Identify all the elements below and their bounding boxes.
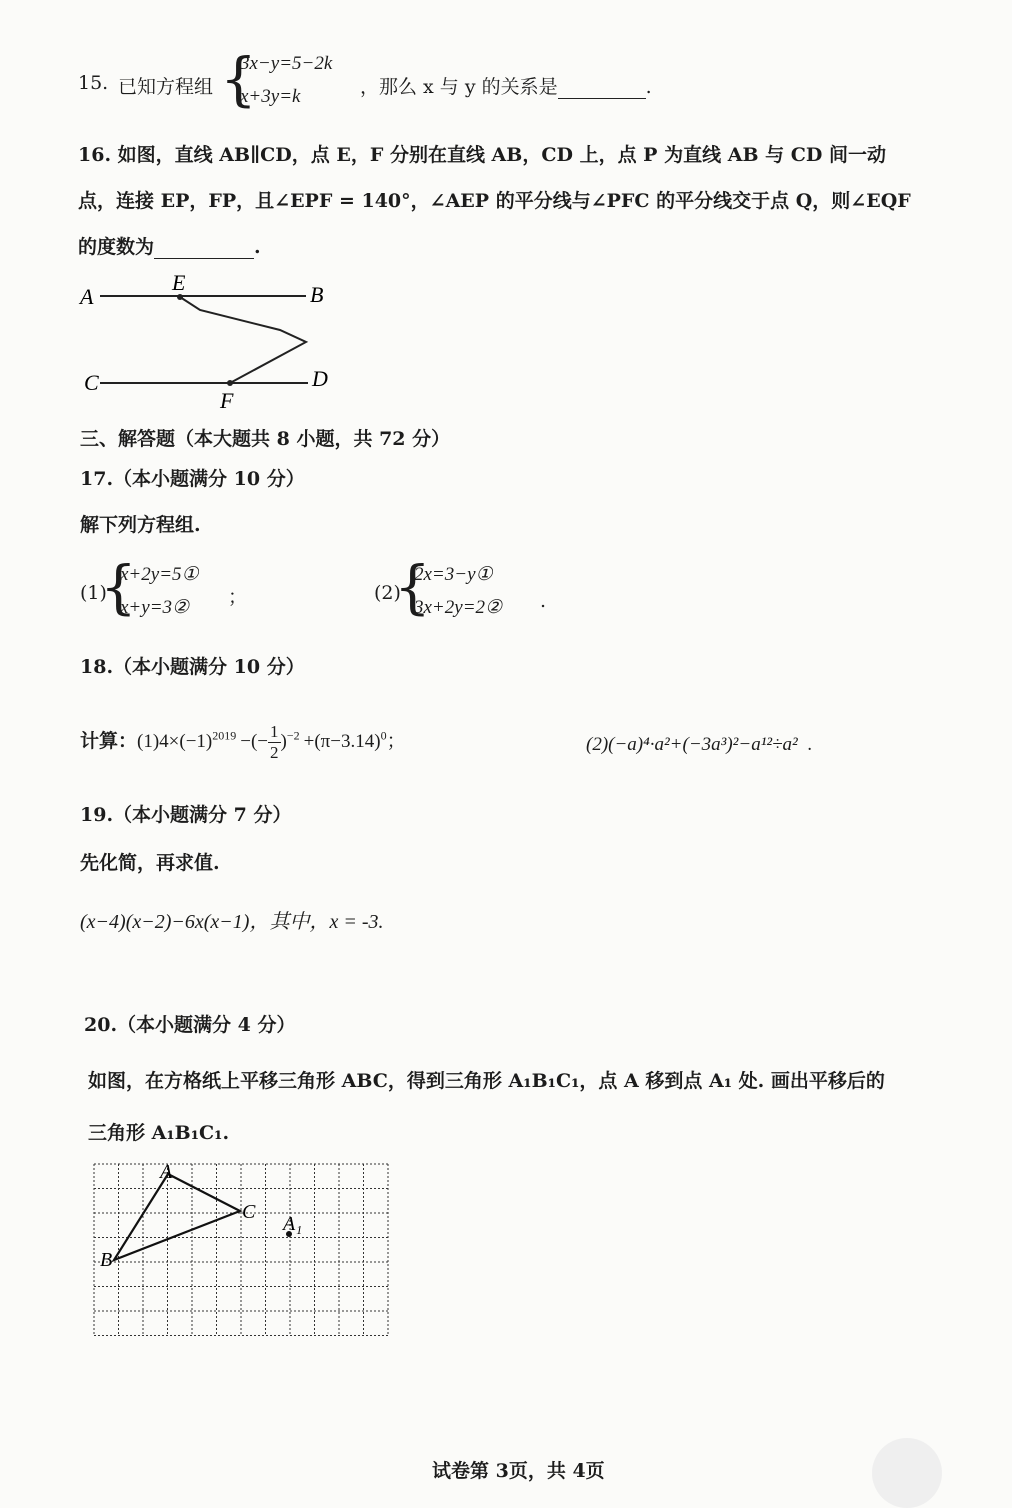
q16-figure (70, 270, 390, 410)
q15-suffix: ，那么 x 与 y 的关系是 . (360, 76, 652, 98)
q17-p2-eq2: 3x+2y=2② (414, 597, 503, 618)
q17-p1-eq2: x+y=3② (120, 597, 190, 618)
q15-brace: { (220, 45, 257, 113)
q19-expression: (x−4)(x−2)−6x(x−1)，其中，x = -3. (80, 911, 384, 933)
q17-header: 17.（本小题满分 10 分） (80, 468, 305, 490)
q16-answer-blank[interactable] (154, 238, 254, 259)
q20-line1: 如图，在方格纸上平移三角形 ABC，得到三角形 A₁B₁C₁，点 A 移到点 A₁ 处. 画出平移后的 (88, 1070, 885, 1092)
label-f: F (220, 388, 234, 410)
q19-instruction: 先化简，再求值. (80, 852, 220, 874)
q17-p1-label: (1) (80, 582, 107, 604)
q15-prefix: 已知方程组 (118, 76, 214, 98)
section3-title: 三、解答题（本大题共 8 小题，共 72 分） (80, 428, 451, 450)
label-a1: A₁ (283, 1213, 303, 1235)
corner-watermark (872, 1438, 942, 1508)
q15-answer-blank[interactable] (558, 78, 646, 99)
q18-fraction: $\frac{1}{2}$ (270, 722, 279, 762)
q18-part1: 计算：$(1)4\times(-1)^{2019}$ −(− $\frac{1}{2}$ )$^{-2} +(\pi-3.14)^0$； (80, 722, 406, 762)
q16-line3: 的度数为 . (78, 236, 261, 258)
q17-p2-label: (2) (374, 582, 401, 604)
point-f (227, 380, 233, 386)
label-c: C (84, 370, 99, 395)
label-a: A (160, 1161, 173, 1183)
q19-header: 19.（本小题满分 7 分） (80, 804, 292, 826)
path-epf (180, 297, 306, 383)
q20-grid-figure (90, 1160, 394, 1340)
label-b: B (310, 282, 324, 307)
page-footer: 试卷第 3页，共 4页 (432, 1460, 605, 1482)
q18-part2: (2)(−a)⁴·a²+(−3a³)²−a¹²÷a² . (586, 734, 813, 755)
q15-eq2: x+3y=k (240, 86, 301, 107)
label-b: B (100, 1249, 113, 1271)
q17-p1-eq1: x+2y=5① (120, 564, 199, 585)
q15-eq1: 3x−y=5−2k (240, 53, 333, 74)
label-d: D (312, 366, 328, 391)
triangle-abc (114, 1174, 240, 1260)
label-a: A (80, 284, 94, 309)
q17-p2-end: . (540, 590, 547, 612)
q20-header: 20.（本小题满分 4 分） (84, 1014, 296, 1036)
q17-p2-eq1: 2x=3−y① (414, 564, 493, 585)
q20-line2: 三角形 A₁B₁C₁. (88, 1122, 230, 1144)
q17-p2-brace: { (394, 553, 431, 621)
q17-p1-sep: ； (228, 586, 248, 608)
q16-line1: 16. 如图，直线 AB∥CD，点 E，F 分别在直线 AB，CD 上，点 P 为直线 AB 与 CD 间一动 (78, 144, 886, 166)
q16-line2: 点，连接 EP，FP，且∠EPF = 140°，∠AEP 的平分线与∠PFC 的平分线交于点 Q，则∠EQF (78, 190, 911, 212)
q18-header: 18.（本小题满分 10 分） (80, 656, 305, 678)
q17-p1-brace: { (100, 553, 137, 621)
q17-instruction: 解下列方程组. (80, 514, 201, 536)
q15-number: 15. (78, 72, 109, 94)
label-e: E (172, 270, 186, 295)
label-c: C (242, 1201, 256, 1223)
